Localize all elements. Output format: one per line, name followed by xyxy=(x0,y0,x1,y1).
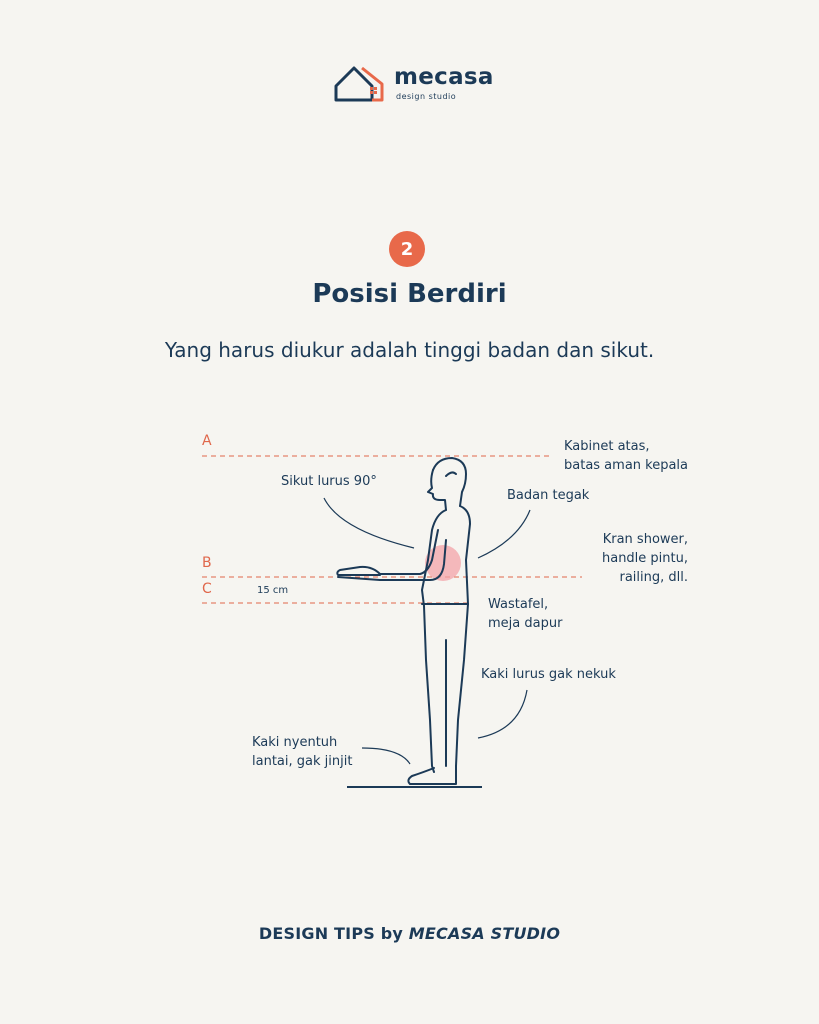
line-a-label: A xyxy=(202,433,212,449)
step-number-badge: 2 xyxy=(389,231,425,267)
wastafel-line-2: meja dapur xyxy=(488,616,563,631)
kaki-nyentuh-line-2: lantai, gak jinjit xyxy=(252,754,353,769)
kaki-nyentuh-line-1: Kaki nyentuh xyxy=(252,735,338,750)
gap-label: 15 cm xyxy=(257,585,289,596)
kabinet-line-1: Kabinet atas, xyxy=(564,439,650,454)
sikut-annotation: Sikut lurus 90° xyxy=(281,474,377,489)
footer-prefix: DESIGN TIPS by xyxy=(258,924,409,943)
badan-annotation: Badan tegak xyxy=(507,488,590,503)
kran-line-1: Kran shower, xyxy=(602,532,688,547)
footer-studio: MECASA STUDIO xyxy=(408,924,561,943)
brand-name: mecasa xyxy=(394,64,494,90)
page-title: Posisi Berdiri xyxy=(312,279,507,309)
wastafel-line-1: Wastafel, xyxy=(488,597,549,612)
line-c-label: C xyxy=(202,581,212,597)
line-b-label: B xyxy=(202,555,212,571)
person-figure xyxy=(337,458,470,784)
kabinet-line-2: batas aman kepala xyxy=(564,458,689,473)
wastafel-annotation xyxy=(488,595,562,633)
kaki-nyentuh-annotation xyxy=(252,733,352,771)
kaki-lurus-annotation: Kaki lurus gak nekuk xyxy=(481,667,616,682)
footer-credit xyxy=(0,924,819,943)
kran-annotation xyxy=(560,530,688,587)
brand-tagline: design studio xyxy=(396,92,457,101)
kabinet-annotation xyxy=(564,437,688,475)
kran-line-3: railing, dll. xyxy=(619,570,688,585)
page-subtitle: Yang harus diukur adalah tinggi badan dan sikut. xyxy=(164,338,655,362)
kran-line-2: handle pintu, xyxy=(601,551,688,566)
